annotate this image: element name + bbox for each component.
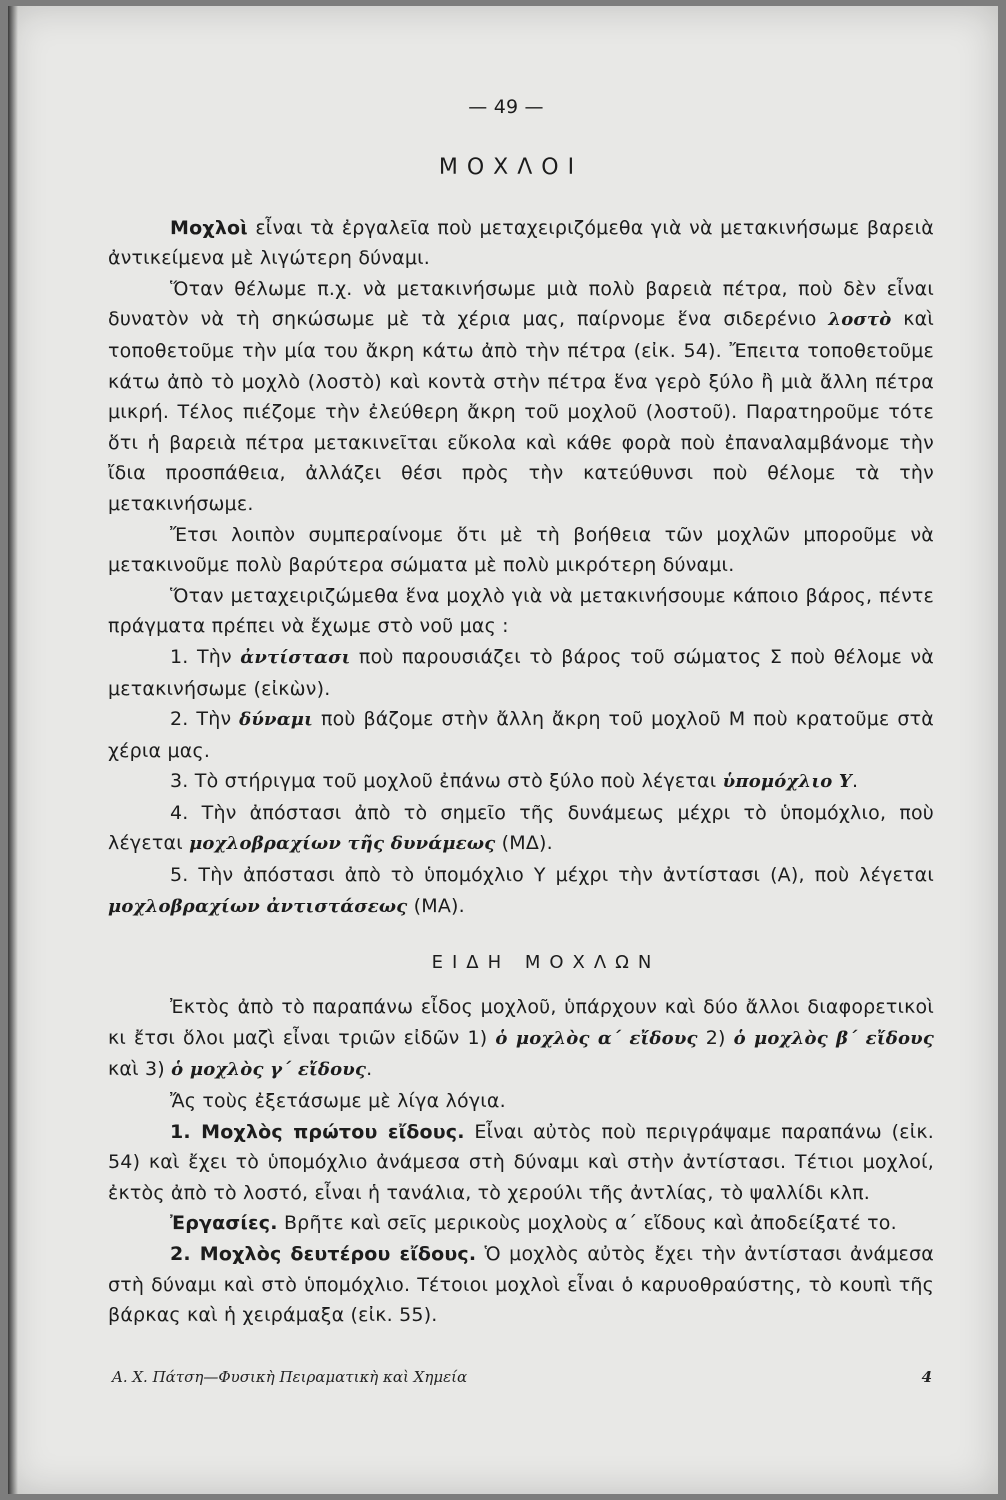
paragraph-first-kind: 1. Μοχλὸς πρώτου εἴδους. Εἶναι αὐτὸς ποὺ περιγράψαμε παραπάνω (εἰκ. 54) καὶ ἔχει τὸ ὑπομόχλιο ἀνάμεσα στὴ δύναμι καὶ στὴν ἀντίστασι. Τέτιοι μοχλοί, ἐκτὸς ἀπὸ τὸ λοστό, εἶναι ἡ τανάλια, τὸ χερούλι τῆς ἀντλίας, τὸ ψαλλίδι κλπ.	[108, 1120, 934, 1204]
page-content	[108, 92, 934, 1331]
exercises-heading: Ἐργασίες.	[170, 1212, 278, 1235]
list-item: 5. Τὴν ἀπόστασι ἀπὸ τὸ ὑπομόχλιο Υ μέχρι τὴν ἀντίστασι (Α), ποὺ λέγεται μοχλοβραχίων ἀντιστάσεως (ΜΑ).	[108, 864, 934, 917]
paragraph-lever-types: Ἐκτὸς ἀπὸ τὸ παραπάνω εἶδος μοχλοῦ, ὑπάρχουν καὶ δύο ἄλλοι διαφορετικοὶ κι ἔτσι ὅλοι μαζὶ εἶναι τριῶν εἰδῶν 1) ὁ μοχλὸς α΄ εἴδους 2) ὁ μοχλὸς β΄ εἴδους καὶ 3) ὁ μοχλὸς γ΄ εἴδους.	[108, 996, 934, 1081]
list-item: 2. Τὴν δύναμι ποὺ βάζομε στὴν ἄλλη ἄκρη τοῦ μοχλοῦ Μ ποὺ κρατοῦμε στὰ χέρια μας.	[108, 708, 934, 762]
footer-source: Α. Χ. Πάτση—Φυσικὴ Πειραματικὴ καὶ Χημεία	[112, 1368, 468, 1386]
list-item: 3. Τὸ στήριγμα τοῦ μοχλοῦ ἐπάνω στὸ ξύλο ποὺ λέγεται ὑπομόχλιο Υ.	[170, 770, 859, 793]
chapter-title: ΜΟΧΛΟΙ	[438, 154, 584, 180]
paragraph-second-kind: 2. Μοχλὸς δευτέρου εἴδους. Ὁ μοχλὸς αὐτὸς ἔχει τὴν ἀντίστασι ἀνάμεσα στὴ δύναμι καὶ στὸ ὑπομόχλιο. Τέτοιοι μοχλοὶ εἶναι ὁ καρυοθραύστης, τὸ κουπὶ τῆς βάρκας καὶ ἡ χειράμαξα (εἰκ. 55).	[108, 1243, 934, 1327]
paragraph-conclusion: Ἔτσι λοιπὸν συμπεραίνομε ὅτι μὲ τὴ βοήθεια τῶν μοχλῶν μποροῦμε νὰ μετακινοῦμε πολὺ βαρύτερα σώματα μὲ πολὺ μικρότερη δύναμι.	[108, 523, 934, 577]
page-number: — 49 —	[468, 96, 544, 118]
example-text-b: καὶ τοποθετοῦμε τὴν μία του ἄκρη κάτω ἀπὸ τὴν πέτρα (εἰκ. 54). Ἔπειτα τοποθετοῦμε κάτω ἀπὸ τὸ μοχλὸ (λοστὸ) καὶ κοντὰ στὴν πέτρα ἕνα γερὸ ξύλο ἢ μιὰ ἄλλη πέτρα μικρή. Τέλος πιέζομε τὴν ἐλεύθερη ἄκρη τοῦ μοχλοῦ (λοστοῦ). Παρατηροῦμε τότε ὅτι ἡ βαρειὰ πέτρα μετακινεῖται εὔκολα καὶ κάθε φορὰ ποὺ ἐπαναλαμβάνομε τὴν ἴδια προσπάθεια, ἀλλάζει θέσι πρὸς τὴν κατεύθυνσι ποὺ θέλομε τὰ τὴν μετακινήσωμε.	[108, 308, 934, 515]
list-item: 4. Τὴν ἀπόστασι ἀπὸ τὸ σημεῖο τῆς δυνάμεως μέχρι τὸ ὑπομόχλιο, ποὺ λέγεται μοχλοβραχίων τῆς δυνάμεως (ΜΔ).	[108, 801, 934, 855]
first-kind-heading: 1. Μοχλὸς πρώτου εἴδους.	[170, 1120, 465, 1143]
paragraph-examine: Ἄς τοὺς ἐξετάσωμε μὲ λίγα λόγια.	[170, 1090, 506, 1113]
second-kind-heading: 2. Μοχλὸς δευτέρου εἴδους.	[170, 1243, 477, 1265]
example-term: λοστὸ	[828, 309, 892, 331]
intro-text: εἶναι τὰ ἐργαλεῖα ποὺ μεταχειριζόμεθα γιὰ νὰ μετακινήσωμε βαρειὰ ἀντικείμενα μὲ λιγώτερη δύναμι.	[108, 216, 934, 270]
page-footer	[112, 1368, 932, 1386]
signature-mark: 4	[921, 1368, 932, 1386]
book-page	[8, 6, 998, 1494]
paragraph-exercises: Ἐργασίες. Βρῆτε καὶ σεῖς μερικοὺς μοχλοὺς α΄ εἴδους καὶ ἀποδείξατέ το.	[170, 1212, 897, 1235]
paragraph-five-things: Ὅταν μεταχειριζώμεθα ἕνα μοχλὸ γιὰ νὰ μετακινήσουμε κάποιο βάρος, πέντε πράγματα πρέπει νὰ ἔχωμε στὸ νοῦ μας :	[108, 584, 934, 638]
intro-term: Μοχλοὶ	[170, 216, 248, 239]
example-text-a: Ὅταν θέλωμε π.χ. νὰ μετακινήσωμε μιὰ πολὺ βαρειὰ πέτρα, ποὺ δὲν εἶναι δυνατὸν νὰ τὴ σηκώσωμε μὲ τὰ χέρια μας, παίρνομε ἕνα σιδερένιο	[108, 277, 934, 331]
paragraph-example	[108, 274, 934, 520]
list-item: 1. Τὴν ἀντίστασι ποὺ παρουσιάζει τὸ βάρος τοῦ σώματος Σ ποὺ θέλομε νὰ μετακινήσωμε (εἰκὼν).	[108, 645, 935, 700]
section-title: ΕΙΔΗ ΜΟΧΛΩΝ	[431, 952, 661, 974]
paragraph-intro	[108, 213, 934, 274]
